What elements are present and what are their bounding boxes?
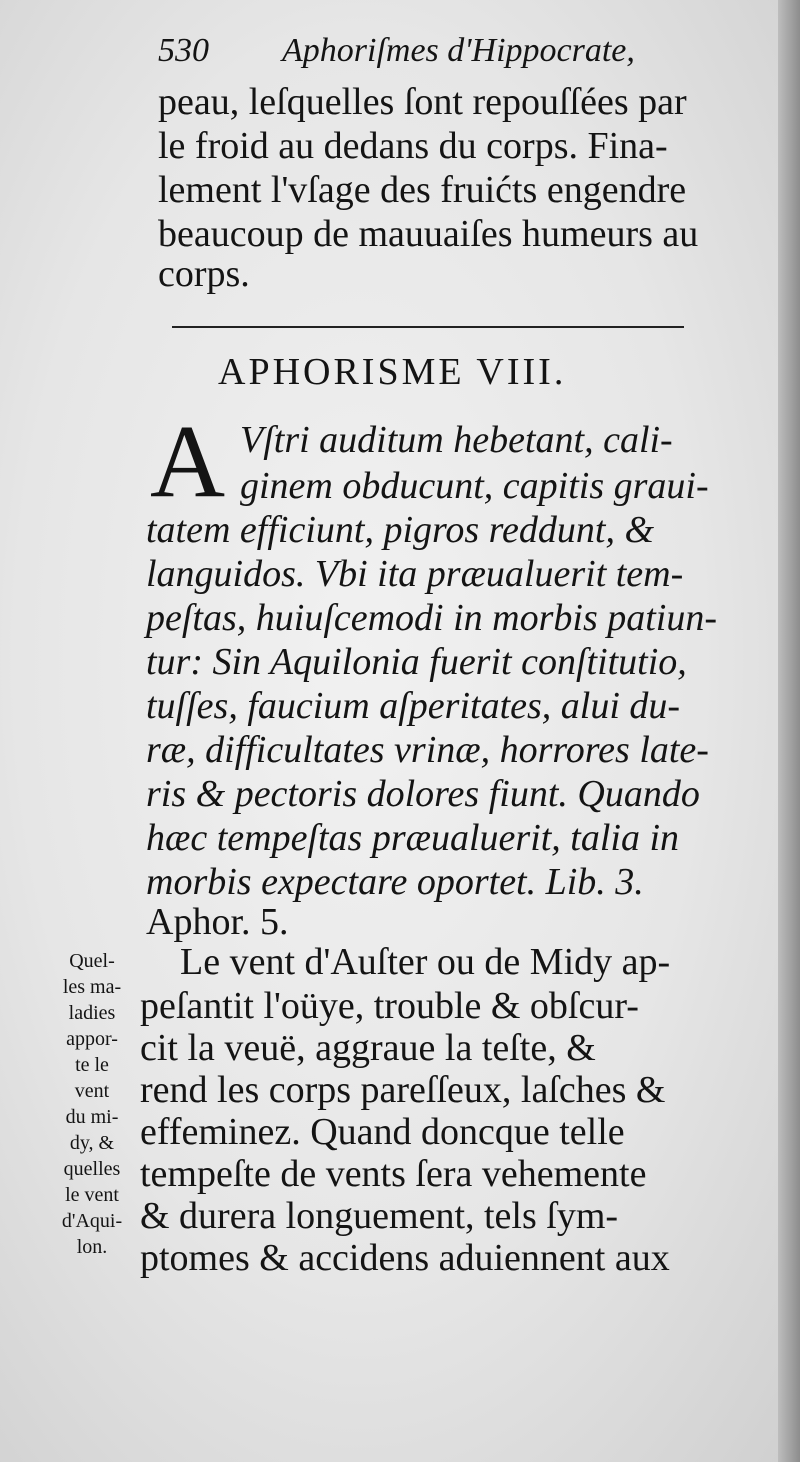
text-line: corps. [158,253,250,295]
latin-line: hæc tempeſtas præualuerit, talia in [146,817,680,859]
page-edge [778,0,800,1462]
margin-note-line: dy, & [69,1132,115,1154]
margin-note-line: du mi- [65,1106,119,1128]
latin-line: ræ, difficultates vrinæ, horrores late- [146,729,709,771]
latin-line: ginem obducunt, capitis graui- [240,465,709,507]
section-rule [172,326,684,328]
running-title: Aphoriſmes d'Hippocrate, [282,32,635,69]
drop-cap: A [150,404,226,519]
page-number: 530 [158,32,209,69]
margin-note-line: d'Aqui- [61,1210,123,1232]
margin-note-line: Quel- [69,950,115,972]
commentary-line: Le vent d'Auſter ou de Midy ap- [180,941,671,983]
latin-line: Vſtri auditum hebetant, cali- [240,419,673,461]
margin-note-line: te le [75,1054,109,1076]
latin-line: ris & pectoris dolores fiunt. Quando [146,773,700,815]
text-line: lement l'vſage des fruićts engendre [158,169,687,211]
latin-line: tur: Sin Aquilonia fuerit conſtitutio, [146,641,687,683]
margin-note-line: les ma- [62,976,122,998]
margin-note-line: appor- [66,1028,118,1050]
latin-line: peſtas, huiuſcemodi in morbis patiun- [146,597,718,639]
commentary-line: effeminez. Quand doncque telle [140,1111,625,1153]
margin-note-line: le vent [65,1184,119,1206]
margin-note-line: vent [74,1080,110,1102]
margin-note-line: lon. [76,1236,108,1258]
margin-note [42,948,142,1260]
latin-line: morbis expectare oportet. Lib. 3. [146,861,644,903]
latin-line: tatem efficiunt, pigros reddunt, & [146,509,655,551]
commentary-line: peſantit l'oüye, trouble & obſcur- [140,985,639,1027]
margin-note-line: quelles [63,1158,121,1180]
latin-line: tuſſes, faucium aſperitates, alui du- [146,685,681,727]
commentary-line: cit la veuë, aggraue la teſte, & [140,1027,596,1069]
commentary-line: rend les corps pareſſeux, laſches & [140,1069,666,1111]
latin-line: Aphor. 5. [146,901,289,943]
commentary-line: ptomes & accidens aduiennent aux [140,1237,670,1279]
text-line: le froid au dedans du corps. Fina- [158,125,668,167]
running-header [158,32,688,78]
latin-line: languidos. Vbi ita præualuerit tem- [146,553,684,595]
commentary-line: tempeſte de vents ſera vehemente [140,1153,647,1195]
text-line: beaucoup de mauuaiſes humeurs au [158,213,699,255]
text-line: peau, leſquelles ſont repouſſées par [158,81,687,123]
aphorism-title: APHORISME VIII. [218,351,567,393]
margin-note-line: ladies [68,1002,116,1024]
commentary-line: & durera longuement, tels ſym- [140,1195,619,1237]
